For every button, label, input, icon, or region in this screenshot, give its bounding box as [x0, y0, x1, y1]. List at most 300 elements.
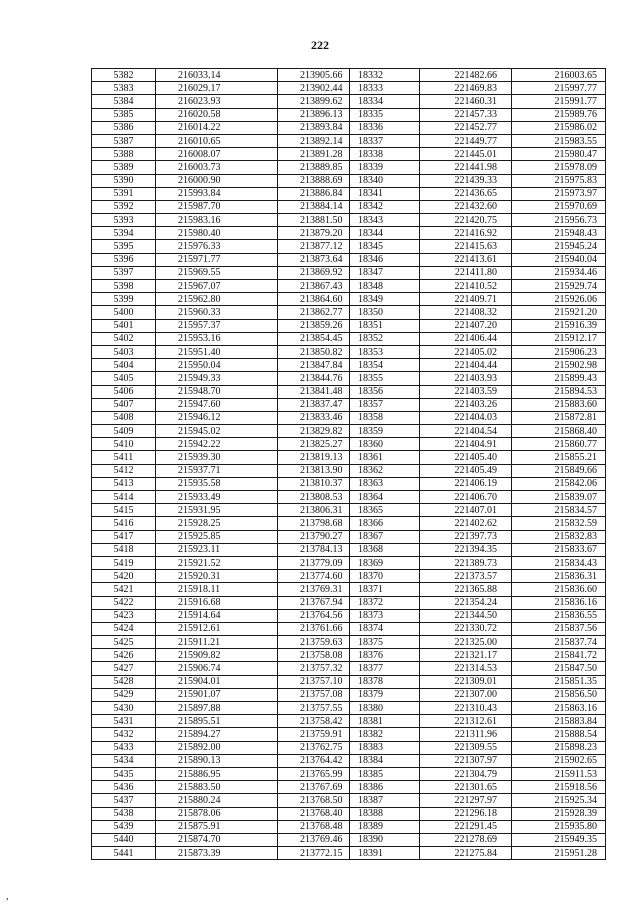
point-id-a-cell: 5402 [92, 332, 156, 345]
table-row [92, 293, 606, 306]
table-row [92, 214, 606, 227]
y-coordinate-a-cell: 213757.32 [278, 662, 350, 675]
point-id-a-cell: 5428 [92, 675, 156, 688]
y-coordinate-a-cell: 213850.82 [278, 345, 350, 358]
x-coordinate-b-cell: 221394.35 [420, 543, 512, 556]
point-id-a-cell: 5433 [92, 741, 156, 754]
point-id-a-cell: 5438 [92, 807, 156, 820]
y-coordinate-b-cell: 215940.04 [512, 253, 606, 266]
point-id-b-cell: 18337 [350, 134, 420, 147]
table-row [92, 134, 606, 147]
y-coordinate-b-cell: 215839.07 [512, 491, 606, 504]
y-coordinate-b-cell: 215978.09 [512, 161, 606, 174]
y-coordinate-a-cell: 213859.26 [278, 319, 350, 332]
x-coordinate-a-cell: 215892.00 [156, 741, 278, 754]
x-coordinate-b-cell: 221406.70 [420, 491, 512, 504]
x-coordinate-b-cell: 221403.93 [420, 372, 512, 385]
point-id-a-cell: 5436 [92, 781, 156, 794]
x-coordinate-a-cell: 215873.39 [156, 847, 278, 860]
x-coordinate-b-cell: 221432.60 [420, 200, 512, 213]
point-id-b-cell: 18382 [350, 728, 420, 741]
y-coordinate-a-cell: 213758.42 [278, 715, 350, 728]
y-coordinate-b-cell: 215836.60 [512, 583, 606, 596]
point-id-b-cell: 18366 [350, 517, 420, 530]
table-row [92, 425, 606, 438]
y-coordinate-b-cell: 215983.55 [512, 134, 606, 147]
x-coordinate-b-cell: 221409.71 [420, 293, 512, 306]
point-id-b-cell: 18387 [350, 794, 420, 807]
y-coordinate-a-cell: 213761.66 [278, 622, 350, 635]
point-id-b-cell: 18379 [350, 688, 420, 701]
x-coordinate-b-cell: 221405.49 [420, 464, 512, 477]
x-coordinate-a-cell: 216003.73 [156, 161, 278, 174]
point-id-a-cell: 5410 [92, 438, 156, 451]
point-id-b-cell: 18357 [350, 398, 420, 411]
x-coordinate-a-cell: 215946.12 [156, 411, 278, 424]
point-id-a-cell: 5434 [92, 754, 156, 767]
table-row [92, 794, 606, 807]
y-coordinate-b-cell: 215973.97 [512, 187, 606, 200]
x-coordinate-b-cell: 221309.55 [420, 741, 512, 754]
table-row [92, 280, 606, 293]
x-coordinate-b-cell: 221403.59 [420, 385, 512, 398]
point-id-a-cell: 5390 [92, 174, 156, 187]
y-coordinate-a-cell: 213768.50 [278, 794, 350, 807]
point-id-b-cell: 18383 [350, 741, 420, 754]
table-row [92, 253, 606, 266]
point-id-b-cell: 18332 [350, 69, 420, 82]
point-id-b-cell: 18341 [350, 187, 420, 200]
x-coordinate-b-cell: 221309.01 [420, 675, 512, 688]
x-coordinate-b-cell: 221410.52 [420, 280, 512, 293]
point-id-a-cell: 5387 [92, 134, 156, 147]
y-coordinate-b-cell: 215847.50 [512, 662, 606, 675]
table-row [92, 662, 606, 675]
y-coordinate-a-cell: 213891.28 [278, 148, 350, 161]
table-row [92, 464, 606, 477]
table-row [92, 609, 606, 622]
point-id-a-cell: 5420 [92, 570, 156, 583]
point-id-a-cell: 5408 [92, 411, 156, 424]
y-coordinate-a-cell: 213833.46 [278, 411, 350, 424]
point-id-a-cell: 5414 [92, 491, 156, 504]
x-coordinate-a-cell: 215962.80 [156, 293, 278, 306]
table-row [92, 372, 606, 385]
point-id-b-cell: 18381 [350, 715, 420, 728]
y-coordinate-a-cell: 213808.53 [278, 491, 350, 504]
x-coordinate-a-cell: 215886.95 [156, 767, 278, 780]
point-id-a-cell: 5384 [92, 95, 156, 108]
y-coordinate-a-cell: 213757.10 [278, 675, 350, 688]
x-coordinate-b-cell: 221307.97 [420, 754, 512, 767]
table-row [92, 174, 606, 187]
x-coordinate-a-cell: 215895.51 [156, 715, 278, 728]
x-coordinate-a-cell: 215971.77 [156, 253, 278, 266]
y-coordinate-b-cell: 215860.77 [512, 438, 606, 451]
table-row [92, 530, 606, 543]
point-id-b-cell: 18359 [350, 425, 420, 438]
point-id-a-cell: 5388 [92, 148, 156, 161]
x-coordinate-b-cell: 221411.80 [420, 266, 512, 279]
y-coordinate-b-cell: 215929.74 [512, 280, 606, 293]
table-row [92, 477, 606, 490]
x-coordinate-b-cell: 221325.00 [420, 636, 512, 649]
point-id-a-cell: 5393 [92, 214, 156, 227]
table-row [92, 688, 606, 701]
point-id-a-cell: 5431 [92, 715, 156, 728]
x-coordinate-b-cell: 221389.73 [420, 556, 512, 569]
x-coordinate-a-cell: 215951.40 [156, 345, 278, 358]
x-coordinate-b-cell: 221406.19 [420, 477, 512, 490]
x-coordinate-b-cell: 221404.03 [420, 411, 512, 424]
point-id-b-cell: 18367 [350, 530, 420, 543]
x-coordinate-b-cell: 221482.66 [420, 69, 512, 82]
y-coordinate-b-cell: 215975.83 [512, 174, 606, 187]
x-coordinate-a-cell: 215939.30 [156, 451, 278, 464]
point-id-b-cell: 18354 [350, 359, 420, 372]
y-coordinate-a-cell: 213864.60 [278, 293, 350, 306]
x-coordinate-b-cell: 221439.33 [420, 174, 512, 187]
x-coordinate-b-cell: 221354.24 [420, 596, 512, 609]
table-row [92, 385, 606, 398]
table-row [92, 649, 606, 662]
point-id-a-cell: 5400 [92, 306, 156, 319]
y-coordinate-b-cell: 215970.69 [512, 200, 606, 213]
table-row [92, 82, 606, 95]
y-coordinate-b-cell: 215912.17 [512, 332, 606, 345]
x-coordinate-a-cell: 215937.71 [156, 464, 278, 477]
point-id-a-cell: 5396 [92, 253, 156, 266]
y-coordinate-a-cell: 213769.46 [278, 833, 350, 846]
x-coordinate-a-cell: 215928.25 [156, 517, 278, 530]
y-coordinate-a-cell: 213881.50 [278, 214, 350, 227]
y-coordinate-b-cell: 215949.35 [512, 833, 606, 846]
table-row [92, 741, 606, 754]
y-coordinate-b-cell: 215837.56 [512, 622, 606, 635]
y-coordinate-a-cell: 213764.42 [278, 754, 350, 767]
x-coordinate-a-cell: 215914.64 [156, 609, 278, 622]
point-id-a-cell: 5409 [92, 425, 156, 438]
x-coordinate-a-cell: 215916.68 [156, 596, 278, 609]
point-id-a-cell: 5392 [92, 200, 156, 213]
x-coordinate-b-cell: 221402.62 [420, 517, 512, 530]
point-id-b-cell: 18347 [350, 266, 420, 279]
x-coordinate-a-cell: 216033.14 [156, 69, 278, 82]
table-row [92, 411, 606, 424]
x-coordinate-a-cell: 216000.90 [156, 174, 278, 187]
x-coordinate-a-cell: 215906.74 [156, 662, 278, 675]
point-id-a-cell: 5403 [92, 345, 156, 358]
table-row [92, 675, 606, 688]
x-coordinate-a-cell: 215953.16 [156, 332, 278, 345]
y-coordinate-b-cell: 215851.35 [512, 675, 606, 688]
x-coordinate-a-cell: 215925.85 [156, 530, 278, 543]
point-id-b-cell: 18364 [350, 491, 420, 504]
y-coordinate-a-cell: 213779.09 [278, 556, 350, 569]
point-id-b-cell: 18346 [350, 253, 420, 266]
table-row [92, 161, 606, 174]
y-coordinate-b-cell: 215956.73 [512, 214, 606, 227]
y-coordinate-a-cell: 213784.13 [278, 543, 350, 556]
table-row [92, 451, 606, 464]
footer-mark: , [6, 891, 9, 902]
x-coordinate-a-cell: 215967.07 [156, 280, 278, 293]
x-coordinate-a-cell: 215880.24 [156, 794, 278, 807]
x-coordinate-b-cell: 221413.61 [420, 253, 512, 266]
x-coordinate-b-cell: 221373.57 [420, 570, 512, 583]
point-id-b-cell: 18345 [350, 240, 420, 253]
x-coordinate-a-cell: 215947.60 [156, 398, 278, 411]
point-id-b-cell: 18376 [350, 649, 420, 662]
x-coordinate-a-cell: 215918.11 [156, 583, 278, 596]
y-coordinate-b-cell: 215888.54 [512, 728, 606, 741]
point-id-b-cell: 18351 [350, 319, 420, 332]
x-coordinate-a-cell: 215878.06 [156, 807, 278, 820]
y-coordinate-a-cell: 213844.76 [278, 372, 350, 385]
y-coordinate-b-cell: 215841.72 [512, 649, 606, 662]
x-coordinate-b-cell: 221445.01 [420, 148, 512, 161]
y-coordinate-b-cell: 215916.39 [512, 319, 606, 332]
table-row [92, 543, 606, 556]
point-id-b-cell: 18380 [350, 702, 420, 715]
x-coordinate-a-cell: 216014.22 [156, 121, 278, 134]
x-coordinate-a-cell: 215897.88 [156, 702, 278, 715]
x-coordinate-b-cell: 221314.53 [420, 662, 512, 675]
y-coordinate-a-cell: 213769.31 [278, 583, 350, 596]
x-coordinate-b-cell: 221405.02 [420, 345, 512, 358]
x-coordinate-b-cell: 221406.44 [420, 332, 512, 345]
y-coordinate-a-cell: 213759.91 [278, 728, 350, 741]
x-coordinate-b-cell: 221408.32 [420, 306, 512, 319]
y-coordinate-b-cell: 215833.67 [512, 543, 606, 556]
table-row [92, 556, 606, 569]
y-coordinate-a-cell: 213768.40 [278, 807, 350, 820]
y-coordinate-b-cell: 215837.74 [512, 636, 606, 649]
point-id-a-cell: 5441 [92, 847, 156, 860]
table-row [92, 847, 606, 860]
y-coordinate-a-cell: 213790.27 [278, 530, 350, 543]
y-coordinate-b-cell: 215832.59 [512, 517, 606, 530]
point-id-b-cell: 18368 [350, 543, 420, 556]
y-coordinate-a-cell: 213810.37 [278, 477, 350, 490]
table-row [92, 95, 606, 108]
y-coordinate-a-cell: 213877.12 [278, 240, 350, 253]
x-coordinate-b-cell: 221344.50 [420, 609, 512, 622]
point-id-a-cell: 5386 [92, 121, 156, 134]
x-coordinate-a-cell: 215948.70 [156, 385, 278, 398]
y-coordinate-a-cell: 213759.63 [278, 636, 350, 649]
point-id-a-cell: 5411 [92, 451, 156, 464]
point-id-a-cell: 5422 [92, 596, 156, 609]
x-coordinate-a-cell: 215976.33 [156, 240, 278, 253]
table-row [92, 622, 606, 635]
point-id-b-cell: 18386 [350, 781, 420, 794]
x-coordinate-a-cell: 216008.07 [156, 148, 278, 161]
table-row [92, 517, 606, 530]
x-coordinate-b-cell: 221311.96 [420, 728, 512, 741]
x-coordinate-b-cell: 221404.91 [420, 438, 512, 451]
x-coordinate-b-cell: 221452.77 [420, 121, 512, 134]
point-id-b-cell: 18350 [350, 306, 420, 319]
point-id-b-cell: 18389 [350, 820, 420, 833]
point-id-a-cell: 5427 [92, 662, 156, 675]
x-coordinate-a-cell: 215909.82 [156, 649, 278, 662]
y-coordinate-a-cell: 213757.55 [278, 702, 350, 715]
point-id-a-cell: 5424 [92, 622, 156, 635]
point-id-b-cell: 18360 [350, 438, 420, 451]
point-id-a-cell: 5406 [92, 385, 156, 398]
table-row [92, 108, 606, 121]
x-coordinate-b-cell: 221416.92 [420, 227, 512, 240]
x-coordinate-a-cell: 215983.16 [156, 214, 278, 227]
x-coordinate-b-cell: 221330.72 [420, 622, 512, 635]
y-coordinate-b-cell: 215935.80 [512, 820, 606, 833]
point-id-a-cell: 5389 [92, 161, 156, 174]
y-coordinate-a-cell: 213757.08 [278, 688, 350, 701]
point-id-a-cell: 5395 [92, 240, 156, 253]
x-coordinate-b-cell: 221460.31 [420, 95, 512, 108]
point-id-b-cell: 18338 [350, 148, 420, 161]
x-coordinate-b-cell: 221403.26 [420, 398, 512, 411]
point-id-b-cell: 18334 [350, 95, 420, 108]
table-row [92, 583, 606, 596]
y-coordinate-a-cell: 213867.43 [278, 280, 350, 293]
table-row [92, 306, 606, 319]
point-id-b-cell: 18373 [350, 609, 420, 622]
y-coordinate-a-cell: 213884.14 [278, 200, 350, 213]
y-coordinate-b-cell: 215928.39 [512, 807, 606, 820]
point-id-b-cell: 18362 [350, 464, 420, 477]
y-coordinate-a-cell: 213869.92 [278, 266, 350, 279]
x-coordinate-b-cell: 221321.17 [420, 649, 512, 662]
y-coordinate-b-cell: 216003.65 [512, 69, 606, 82]
x-coordinate-a-cell: 216029.17 [156, 82, 278, 95]
table-row [92, 148, 606, 161]
point-id-a-cell: 5419 [92, 556, 156, 569]
y-coordinate-a-cell: 213825.27 [278, 438, 350, 451]
x-coordinate-a-cell: 215960.33 [156, 306, 278, 319]
table-row [92, 702, 606, 715]
point-id-a-cell: 5415 [92, 504, 156, 517]
x-coordinate-b-cell: 221304.79 [420, 767, 512, 780]
y-coordinate-a-cell: 213767.69 [278, 781, 350, 794]
point-id-b-cell: 18365 [350, 504, 420, 517]
table-row [92, 187, 606, 200]
point-id-b-cell: 18348 [350, 280, 420, 293]
table-row [92, 504, 606, 517]
point-id-a-cell: 5385 [92, 108, 156, 121]
x-coordinate-a-cell: 215987.70 [156, 200, 278, 213]
y-coordinate-b-cell: 215855.21 [512, 451, 606, 464]
y-coordinate-a-cell: 213768.48 [278, 820, 350, 833]
x-coordinate-a-cell: 215969.55 [156, 266, 278, 279]
point-id-a-cell: 5412 [92, 464, 156, 477]
x-coordinate-a-cell: 215883.50 [156, 781, 278, 794]
y-coordinate-b-cell: 215918.56 [512, 781, 606, 794]
point-id-a-cell: 5440 [92, 833, 156, 846]
x-coordinate-b-cell: 221278.69 [420, 833, 512, 846]
y-coordinate-b-cell: 215894.53 [512, 385, 606, 398]
point-id-a-cell: 5425 [92, 636, 156, 649]
point-id-b-cell: 18353 [350, 345, 420, 358]
table-row [92, 491, 606, 504]
point-id-b-cell: 18363 [350, 477, 420, 490]
point-id-a-cell: 5407 [92, 398, 156, 411]
point-id-b-cell: 18391 [350, 847, 420, 860]
y-coordinate-b-cell: 215948.43 [512, 227, 606, 240]
point-id-a-cell: 5437 [92, 794, 156, 807]
table-row [92, 69, 606, 82]
point-id-a-cell: 5391 [92, 187, 156, 200]
table-row [92, 438, 606, 451]
y-coordinate-b-cell: 215849.66 [512, 464, 606, 477]
table-row [92, 807, 606, 820]
y-coordinate-b-cell: 215836.16 [512, 596, 606, 609]
x-coordinate-b-cell: 221457.33 [420, 108, 512, 121]
x-coordinate-b-cell: 221310.43 [420, 702, 512, 715]
x-coordinate-a-cell: 215920.31 [156, 570, 278, 583]
y-coordinate-a-cell: 213862.77 [278, 306, 350, 319]
point-id-b-cell: 18356 [350, 385, 420, 398]
y-coordinate-a-cell: 213854.45 [278, 332, 350, 345]
table-row [92, 227, 606, 240]
x-coordinate-b-cell: 221436.65 [420, 187, 512, 200]
y-coordinate-a-cell: 213873.64 [278, 253, 350, 266]
x-coordinate-a-cell: 215875.91 [156, 820, 278, 833]
x-coordinate-b-cell: 221296.18 [420, 807, 512, 820]
x-coordinate-b-cell: 221404.54 [420, 425, 512, 438]
point-id-b-cell: 18370 [350, 570, 420, 583]
x-coordinate-b-cell: 221312.61 [420, 715, 512, 728]
x-coordinate-b-cell: 221297.97 [420, 794, 512, 807]
point-id-a-cell: 5421 [92, 583, 156, 596]
x-coordinate-a-cell: 215945.02 [156, 425, 278, 438]
x-coordinate-a-cell: 215949.33 [156, 372, 278, 385]
y-coordinate-b-cell: 215898.23 [512, 741, 606, 754]
table-body [92, 69, 606, 860]
point-id-b-cell: 18352 [350, 332, 420, 345]
x-coordinate-a-cell: 215921.52 [156, 556, 278, 569]
point-id-a-cell: 5430 [92, 702, 156, 715]
x-coordinate-a-cell: 215935.58 [156, 477, 278, 490]
x-coordinate-b-cell: 221420.75 [420, 214, 512, 227]
coordinates-table [91, 68, 606, 860]
table-row [92, 240, 606, 253]
y-coordinate-a-cell: 213829.82 [278, 425, 350, 438]
y-coordinate-a-cell: 213905.66 [278, 69, 350, 82]
y-coordinate-a-cell: 213798.68 [278, 517, 350, 530]
point-id-a-cell: 5435 [92, 767, 156, 780]
y-coordinate-b-cell: 215863.16 [512, 702, 606, 715]
point-id-b-cell: 18343 [350, 214, 420, 227]
point-id-b-cell: 18344 [350, 227, 420, 240]
table-row [92, 359, 606, 372]
y-coordinate-b-cell: 215951.28 [512, 847, 606, 860]
point-id-b-cell: 18333 [350, 82, 420, 95]
x-coordinate-b-cell: 221405.40 [420, 451, 512, 464]
y-coordinate-b-cell: 215836.55 [512, 609, 606, 622]
x-coordinate-a-cell: 215993.84 [156, 187, 278, 200]
y-coordinate-a-cell: 213837.47 [278, 398, 350, 411]
point-id-b-cell: 18349 [350, 293, 420, 306]
y-coordinate-a-cell: 213764.56 [278, 609, 350, 622]
x-coordinate-a-cell: 216010.65 [156, 134, 278, 147]
point-id-b-cell: 18339 [350, 161, 420, 174]
point-id-a-cell: 5429 [92, 688, 156, 701]
y-coordinate-a-cell: 213819.13 [278, 451, 350, 464]
table-row [92, 728, 606, 741]
y-coordinate-a-cell: 213774.60 [278, 570, 350, 583]
